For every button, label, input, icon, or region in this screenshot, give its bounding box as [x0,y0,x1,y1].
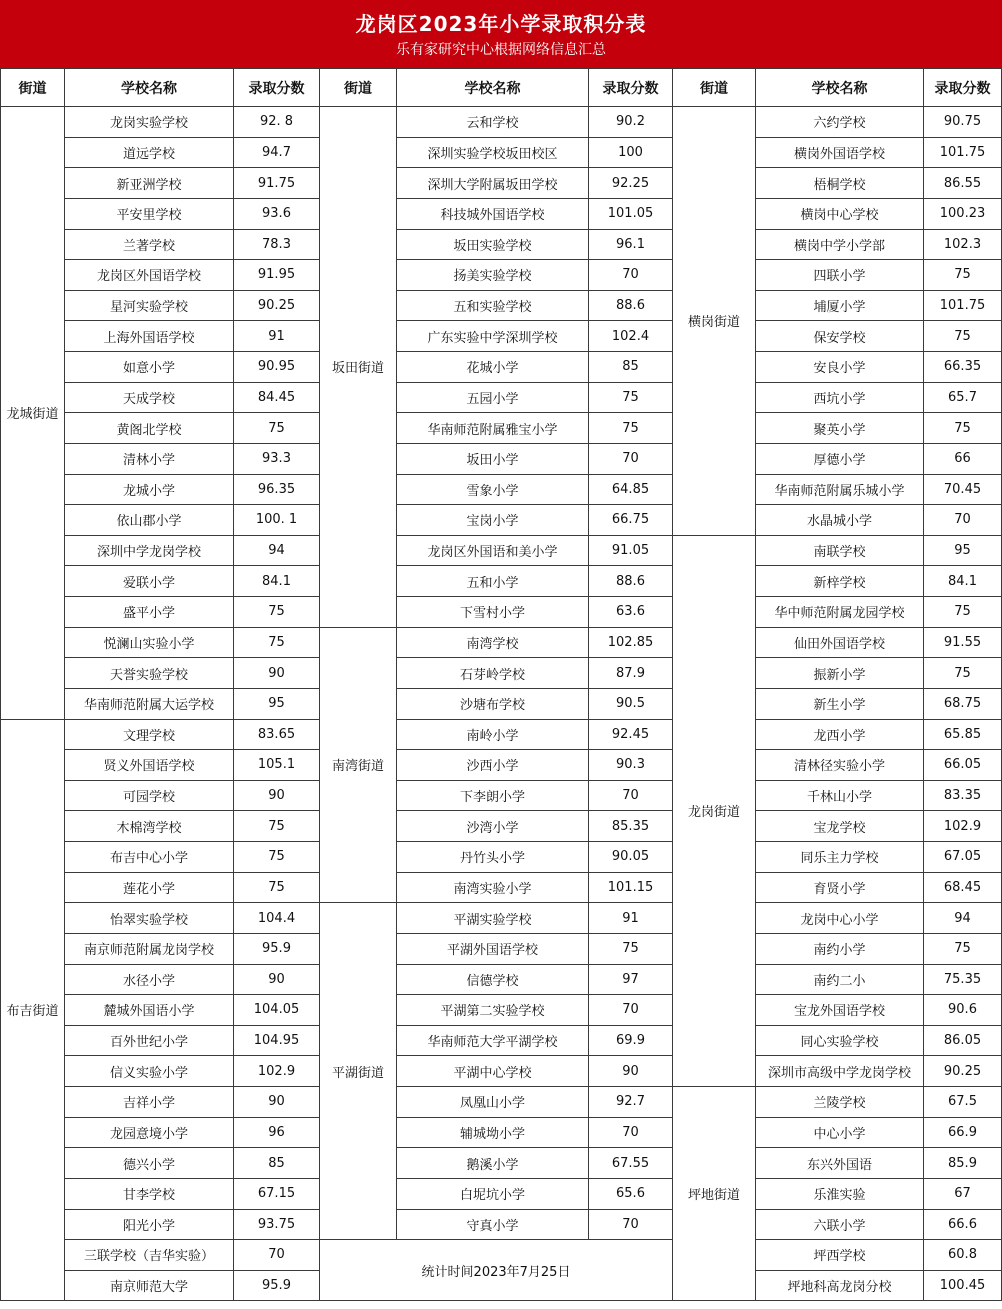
column-header-district: 街道 [673,68,756,107]
school-name-cell: 南京师范附属龙岗学校 [65,934,234,965]
school-name-cell: 云和学校 [397,107,589,138]
school-name-cell: 石芽岭学校 [397,658,589,689]
school-name-cell: 守真小学 [397,1210,589,1241]
school-name-cell: 梧桐学校 [756,168,924,199]
score-cell: 100 [589,138,673,169]
school-name-cell: 同乐主力学校 [756,842,924,873]
score-cell: 104.4 [234,903,320,934]
school-name-cell: 甘李学校 [65,1179,234,1210]
school-name-cell: 厚德小学 [756,444,924,475]
score-cell: 75.35 [924,965,1002,996]
school-name-cell: 平湖外国语学校 [397,934,589,965]
score-cell: 95.9 [234,1271,320,1302]
school-name-cell: 同心实验学校 [756,1026,924,1057]
score-cell: 64.85 [589,475,673,506]
score-cell: 90.75 [924,107,1002,138]
school-name-cell: 五园小学 [397,383,589,414]
school-name-cell: 深圳市高级中学龙岗学校 [756,1056,924,1087]
score-cell: 70 [589,260,673,291]
school-name-cell: 南京师范大学 [65,1271,234,1302]
score-cell: 91 [234,321,320,352]
school-name-cell: 爱联小学 [65,566,234,597]
school-name-cell: 乐淮实验 [756,1179,924,1210]
school-name-cell: 水晶城小学 [756,505,924,536]
score-cell: 67 [924,1179,1002,1210]
score-cell: 102.9 [924,811,1002,842]
school-name-cell: 新生小学 [756,689,924,720]
school-name-cell: 信德学校 [397,965,589,996]
score-cell: 102.4 [589,321,673,352]
score-cell: 70 [589,444,673,475]
school-name-cell: 四联小学 [756,260,924,291]
score-cell: 66.05 [924,750,1002,781]
school-name-cell: 可园学校 [65,781,234,812]
school-name-cell: 平湖中心学校 [397,1056,589,1087]
school-name-cell: 五和小学 [397,566,589,597]
school-name-cell: 扬美实验学校 [397,260,589,291]
score-cell: 66.35 [924,352,1002,383]
score-cell: 93.3 [234,444,320,475]
score-cell: 85 [589,352,673,383]
score-cell: 68.75 [924,689,1002,720]
score-cell: 70 [234,1240,320,1271]
score-cell: 84.1 [234,566,320,597]
school-name-cell: 西坑小学 [756,383,924,414]
school-name-cell: 南约二小 [756,965,924,996]
school-name-cell: 布吉中心小学 [65,842,234,873]
school-name-cell: 华南师范附属大运学校 [65,689,234,720]
score-cell: 90.2 [589,107,673,138]
school-name-cell: 下雪村小学 [397,597,589,628]
score-cell: 96.35 [234,475,320,506]
school-name-cell: 悦澜山实验小学 [65,628,234,659]
school-name-cell: 南湾实验小学 [397,873,589,904]
column-header-score: 录取分数 [234,68,320,107]
district-cell: 平湖街道 [320,903,397,1240]
score-cell: 94 [924,903,1002,934]
score-cell: 90.25 [924,1056,1002,1087]
score-cell: 75 [924,413,1002,444]
column-header-school: 学校名称 [397,68,589,107]
score-cell: 75 [234,842,320,873]
score-cell: 70 [589,1118,673,1149]
score-cell: 75 [589,934,673,965]
school-name-cell: 六联小学 [756,1210,924,1241]
score-cell: 84.45 [234,383,320,414]
score-cell: 70 [589,781,673,812]
score-cell: 86.05 [924,1026,1002,1057]
school-name-cell: 振新小学 [756,658,924,689]
district-cell: 横岗街道 [673,107,756,536]
column-header-district: 街道 [0,68,65,107]
school-name-cell: 平湖实验学校 [397,903,589,934]
school-name-cell: 信义实验小学 [65,1056,234,1087]
school-name-cell: 宝龙学校 [756,811,924,842]
school-name-cell: 道远学校 [65,138,234,169]
district-cell: 龙岗街道 [673,536,756,1087]
school-name-cell: 深圳实验学校坂田校区 [397,138,589,169]
score-cell: 83.35 [924,781,1002,812]
score-cell: 70.45 [924,475,1002,506]
school-name-cell: 华南师范附属乐城小学 [756,475,924,506]
score-cell: 75 [924,658,1002,689]
score-cell: 101.75 [924,291,1002,322]
school-name-cell: 龙岗实验学校 [65,107,234,138]
school-name-cell: 上海外国语学校 [65,321,234,352]
statistics-date-note: 统计时间2023年7月25日 [320,1240,673,1301]
score-cell: 67.5 [924,1087,1002,1118]
score-cell: 91.05 [589,536,673,567]
school-name-cell: 埔厦小学 [756,291,924,322]
column-header-school: 学校名称 [756,68,924,107]
score-cell: 90 [234,781,320,812]
school-name-cell: 清林径实验小学 [756,750,924,781]
score-cell: 92.25 [589,168,673,199]
school-name-cell: 兰陵学校 [756,1087,924,1118]
school-name-cell: 木棉湾学校 [65,811,234,842]
school-name-cell: 德兴小学 [65,1148,234,1179]
score-cell: 97 [589,965,673,996]
score-cell: 92.45 [589,720,673,751]
school-name-cell: 龙岗区外国语学校 [65,260,234,291]
score-cell: 105.1 [234,750,320,781]
score-cell: 95.9 [234,934,320,965]
school-name-cell: 平安里学校 [65,199,234,230]
school-name-cell: 沙湾小学 [397,811,589,842]
score-cell: 90.3 [589,750,673,781]
school-name-cell: 坂田实验学校 [397,230,589,261]
score-cell: 90.25 [234,291,320,322]
school-name-cell: 深圳大学附属坂田学校 [397,168,589,199]
score-cell: 102.9 [234,1056,320,1087]
score-cell: 85.35 [589,811,673,842]
school-name-cell: 百外世纪小学 [65,1026,234,1057]
school-name-cell: 龙岗中心小学 [756,903,924,934]
score-cell: 84.1 [924,566,1002,597]
score-cell: 90.5 [589,689,673,720]
school-name-cell: 南约小学 [756,934,924,965]
school-name-cell: 仙田外国语学校 [756,628,924,659]
score-cell: 83.65 [234,720,320,751]
school-name-cell: 鹅溪小学 [397,1148,589,1179]
score-cell: 75 [924,934,1002,965]
school-name-cell: 麓城外国语小学 [65,995,234,1026]
score-cell: 94 [234,536,320,567]
school-name-cell: 三联学校（吉华实验） [65,1240,234,1271]
score-cell: 75 [924,597,1002,628]
score-cell: 93.6 [234,199,320,230]
school-name-cell: 坪地科高龙岗分校 [756,1271,924,1302]
school-name-cell: 天誉实验学校 [65,658,234,689]
school-name-cell: 安良小学 [756,352,924,383]
score-cell: 100.23 [924,199,1002,230]
school-name-cell: 龙西小学 [756,720,924,751]
school-name-cell: 龙园意境小学 [65,1118,234,1149]
score-cell: 67.55 [589,1148,673,1179]
column-header-score: 录取分数 [924,68,1002,107]
score-cell: 91.95 [234,260,320,291]
score-cell: 75 [589,383,673,414]
school-name-cell: 宝岗小学 [397,505,589,536]
school-name-cell: 千林山小学 [756,781,924,812]
score-cell: 75 [924,260,1002,291]
school-name-cell: 育贤小学 [756,873,924,904]
score-cell: 102.3 [924,230,1002,261]
score-cell: 95 [234,689,320,720]
school-name-cell: 聚英小学 [756,413,924,444]
score-cell: 96 [234,1118,320,1149]
score-cell: 60.8 [924,1240,1002,1271]
school-name-cell: 坪西学校 [756,1240,924,1271]
school-name-cell: 凤凰山小学 [397,1087,589,1118]
school-name-cell: 莲花小学 [65,873,234,904]
school-name-cell: 兰著学校 [65,230,234,261]
score-cell: 104.05 [234,995,320,1026]
school-name-cell: 新亚洲学校 [65,168,234,199]
school-name-cell: 吉祥小学 [65,1087,234,1118]
school-name-cell: 南联学校 [756,536,924,567]
school-name-cell: 坂田小学 [397,444,589,475]
school-name-cell: 盛平小学 [65,597,234,628]
score-cell: 85.9 [924,1148,1002,1179]
school-name-cell: 水径小学 [65,965,234,996]
school-name-cell: 清林小学 [65,444,234,475]
score-cell: 63.6 [589,597,673,628]
score-cell: 91 [589,903,673,934]
score-cell: 87.9 [589,658,673,689]
school-name-cell: 天成学校 [65,383,234,414]
school-name-cell: 横岗中心学校 [756,199,924,230]
score-cell: 92.7 [589,1087,673,1118]
score-cell: 67.15 [234,1179,320,1210]
school-name-cell: 深圳中学龙岗学校 [65,536,234,567]
score-cell: 90.6 [924,995,1002,1026]
score-cell: 85 [234,1148,320,1179]
score-cell: 75 [234,628,320,659]
score-cell: 66 [924,444,1002,475]
score-cell: 96.1 [589,230,673,261]
school-name-cell: 科技城外国语学校 [397,199,589,230]
school-name-cell: 保安学校 [756,321,924,352]
score-cell: 90.95 [234,352,320,383]
score-cell: 92. 8 [234,107,320,138]
school-name-cell: 横岗中学小学部 [756,230,924,261]
district-cell: 布吉街道 [0,720,65,1302]
score-cell: 86.55 [924,168,1002,199]
score-cell: 101.05 [589,199,673,230]
page-subtitle: 乐有家研究中心根据网络信息汇总 [396,42,606,58]
score-cell: 91.75 [234,168,320,199]
school-name-cell: 中心小学 [756,1118,924,1149]
score-cell: 70 [589,995,673,1026]
score-cell: 75 [234,413,320,444]
school-name-cell: 南岭小学 [397,720,589,751]
school-name-cell: 花城小学 [397,352,589,383]
school-name-cell: 龙岗区外国语和美小学 [397,536,589,567]
school-name-cell: 横岗外国语学校 [756,138,924,169]
school-name-cell: 五和实验学校 [397,291,589,322]
score-cell: 100. 1 [234,505,320,536]
score-cell: 102.85 [589,628,673,659]
score-cell: 75 [234,873,320,904]
column-header-district: 街道 [320,68,397,107]
district-cell: 南湾街道 [320,628,397,904]
score-cell: 70 [589,1210,673,1241]
school-name-cell: 白坭坑小学 [397,1179,589,1210]
school-name-cell: 华南师范附属雅宝小学 [397,413,589,444]
score-cell: 75 [924,321,1002,352]
score-cell: 88.6 [589,291,673,322]
score-cell: 66.6 [924,1210,1002,1241]
score-cell: 90 [234,1087,320,1118]
school-name-cell: 丹竹头小学 [397,842,589,873]
score-cell: 104.95 [234,1026,320,1057]
score-cell: 68.45 [924,873,1002,904]
school-name-cell: 沙塘布学校 [397,689,589,720]
score-cell: 66.75 [589,505,673,536]
school-name-cell: 黄阁北学校 [65,413,234,444]
score-cell: 65.7 [924,383,1002,414]
school-name-cell: 南湾学校 [397,628,589,659]
score-cell: 75 [234,811,320,842]
score-cell: 90.05 [589,842,673,873]
score-cell: 101.15 [589,873,673,904]
school-name-cell: 星河实验学校 [65,291,234,322]
school-name-cell: 华中师范附属龙园学校 [756,597,924,628]
score-cell: 91.55 [924,628,1002,659]
score-cell: 69.9 [589,1026,673,1057]
score-cell: 75 [589,413,673,444]
district-cell: 坂田街道 [320,107,397,628]
school-name-cell: 华南师范大学平湖学校 [397,1026,589,1057]
score-cell: 90 [589,1056,673,1087]
school-name-cell: 宝龙外国语学校 [756,995,924,1026]
score-cell: 65.85 [924,720,1002,751]
column-header-school: 学校名称 [65,68,234,107]
school-name-cell: 雪象小学 [397,475,589,506]
school-name-cell: 贤义外国语学校 [65,750,234,781]
score-cell: 95 [924,536,1002,567]
district-cell: 坪地街道 [673,1087,756,1301]
score-cell: 70 [924,505,1002,536]
score-cell: 78.3 [234,230,320,261]
school-name-cell: 阳光小学 [65,1210,234,1241]
district-cell: 龙城街道 [0,107,65,720]
column-header-score: 录取分数 [589,68,673,107]
score-cell: 93.75 [234,1210,320,1241]
score-cell: 101.75 [924,138,1002,169]
school-name-cell: 辅城坳小学 [397,1118,589,1149]
page-title: 龙岗区2023年小学录取积分表 [355,12,647,36]
school-name-cell: 沙西小学 [397,750,589,781]
score-cell: 75 [234,597,320,628]
school-name-cell: 怡翠实验学校 [65,903,234,934]
score-cell: 67.05 [924,842,1002,873]
score-cell: 90 [234,965,320,996]
school-name-cell: 东兴外国语 [756,1148,924,1179]
school-name-cell: 六约学校 [756,107,924,138]
school-name-cell: 龙城小学 [65,475,234,506]
score-cell: 66.9 [924,1118,1002,1149]
school-name-cell: 平湖第二实验学校 [397,995,589,1026]
score-cell: 65.6 [589,1179,673,1210]
score-cell: 90 [234,658,320,689]
school-name-cell: 广东实验中学深圳学校 [397,321,589,352]
school-name-cell: 下李朗小学 [397,781,589,812]
score-cell: 88.6 [589,566,673,597]
score-cell: 94.7 [234,138,320,169]
school-name-cell: 文理学校 [65,720,234,751]
school-name-cell: 新梓学校 [756,566,924,597]
score-cell: 100.45 [924,1271,1002,1302]
school-name-cell: 依山郡小学 [65,505,234,536]
school-name-cell: 如意小学 [65,352,234,383]
